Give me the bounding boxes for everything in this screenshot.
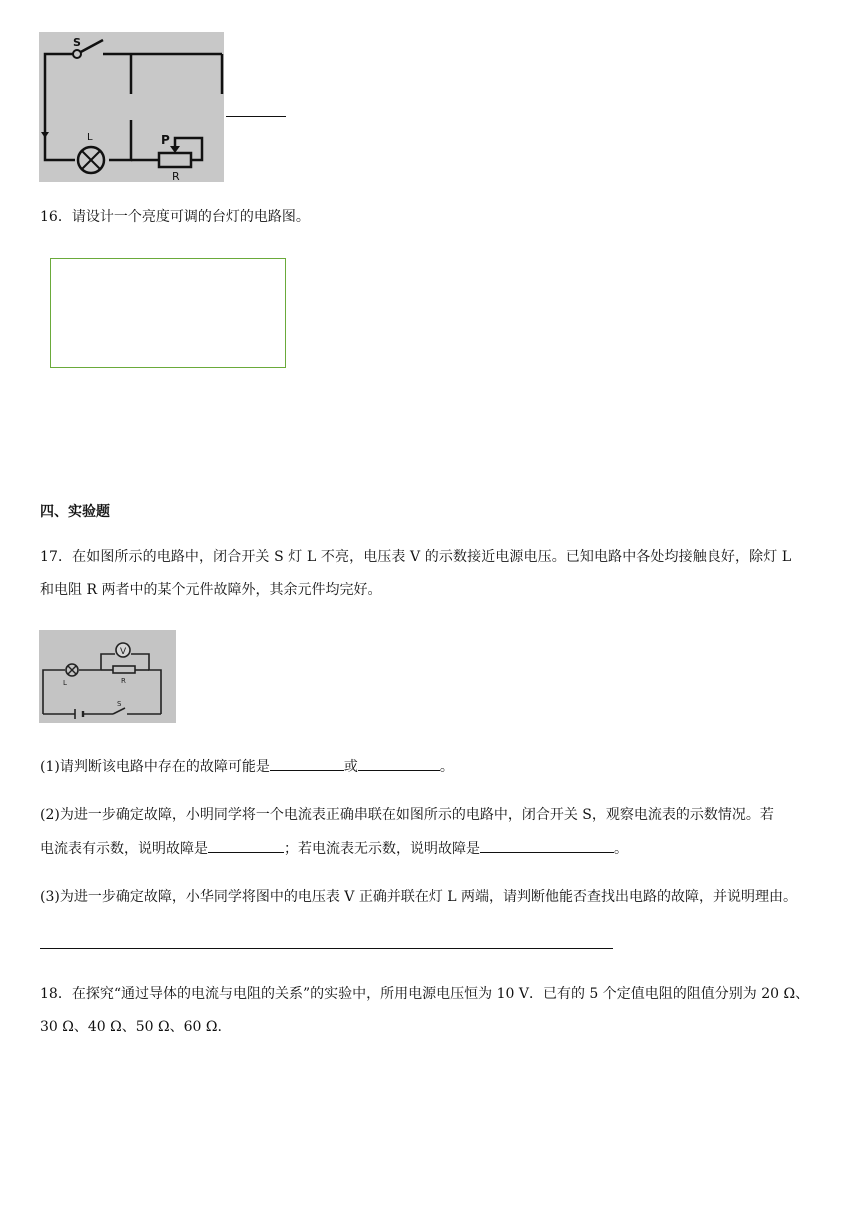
circuit-figure-1 (39, 32, 224, 182)
circuit-figure-2 (39, 630, 176, 723)
circuit-diagram-1 (39, 32, 224, 182)
q17-sub3: (3)为进一步确定故障，小华同学将图中的电压表 V 正确并联在灯 L 两端，请判断他能否查找出电路的故障，并说明理由。 (40, 889, 798, 905)
q16-answer-box[interactable] (50, 258, 286, 368)
resistor-label-2: R (121, 677, 126, 685)
switch-label: S (73, 36, 81, 49)
q18-line2: 30 Ω、40 Ω、50 Ω、60 Ω. (40, 1019, 222, 1035)
circuit-diagram-2 (39, 630, 176, 723)
q17-sub2-text-a: 电流表有示数，说明故障是 (40, 841, 208, 857)
q17-sub2-line1: (2)为进一步确定故障，小明同学将一个电流表正确串联在如图所示的电路中，闭合开关 S，观察电流表的示数情况。若 (40, 807, 774, 823)
answer-blank-1[interactable] (270, 756, 344, 771)
section-title: 四、实验题 (40, 504, 110, 520)
slider-label: P (161, 133, 170, 147)
q17-line2: 和电阻 R 两者中的某个元件故障外，其余元件均完好。 (40, 582, 382, 598)
q17-sub2-line2 (40, 836, 830, 862)
q17-sub1-text-c: 。 (439, 759, 454, 775)
q17-sub1-text-b: 或 (343, 759, 358, 775)
answer-blank-4[interactable] (480, 838, 614, 853)
q17-line1: 17．在如图所示的电路中，闭合开关 S 灯 L 不亮，电压表 V 的示数接近电源电压。已知电路中各处均接触良好，除灯 L (40, 549, 792, 565)
resistor-label: R (172, 170, 180, 182)
answer-blank-2[interactable] (358, 756, 440, 771)
voltmeter-label: V (120, 647, 127, 657)
answer-line-sub3[interactable] (40, 948, 613, 949)
q17-sub2-text-b: ；若电流表无示数，说明故障是 (284, 841, 480, 857)
answer-blank-3[interactable] (208, 838, 284, 853)
lamp-label: L (87, 132, 93, 143)
q16-text: 16．请设计一个亮度可调的台灯的电路图。 (40, 209, 310, 225)
q17-sub2-text-c: 。 (614, 841, 628, 857)
q18-line1: 18．在探究“通过导体的电流与电阻的关系”的实验中，所用电源电压恒为 10 V．已有的 5 个定值电阻的阻值分别为 20 Ω、 (40, 986, 810, 1002)
answer-blank-q15[interactable] (226, 116, 286, 117)
q17-sub1 (40, 754, 830, 780)
q17-sub1-text-a: (1)请判断该电路中存在的故障可能是 (40, 759, 270, 775)
lamp-label-2: L (63, 679, 67, 687)
switch-label-2: S (117, 700, 122, 708)
